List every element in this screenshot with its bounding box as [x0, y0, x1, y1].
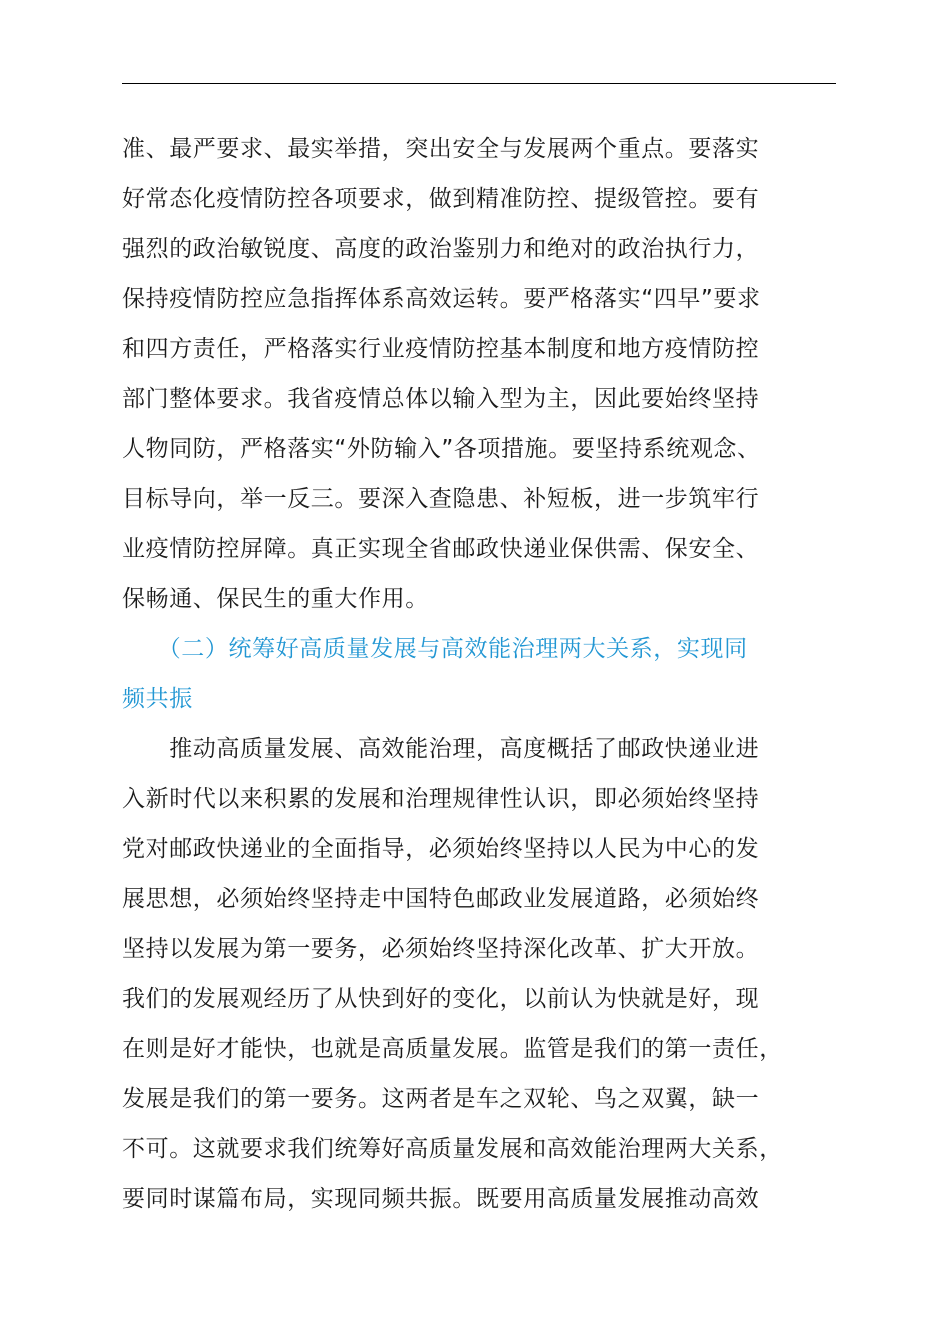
text-line: 部门整体要求。我省疫情总体以输入型为主，因此要始终坚持 [122, 386, 760, 412]
text-line: 要同时谋篇布局，实现同频共振。既要用高质量发展推动高效 [122, 1186, 760, 1212]
text-line: 我们的发展观经历了从快到好的变化，以前认为快就是好，现 [122, 986, 760, 1012]
section-heading [122, 624, 838, 724]
text-line: 人物同防，严格落实“外防输入”各项措施。要坚持系统观念、 [122, 436, 761, 462]
text-line: 推动高质量发展、高效能治理，高度概括了邮政快递业进 [122, 736, 760, 762]
text-line: 发展是我们的第一要务。这两者是车之双轮、鸟之双翼，缺一 [122, 1086, 760, 1112]
text-line: 好常态化疫情防控各项要求，做到精准防控、提级管控。要有 [122, 186, 760, 212]
paragraph-body-1 [122, 124, 838, 624]
text-line: 强烈的政治敏锐度、高度的政治鉴别力和绝对的政治执行力， [122, 236, 760, 262]
text-line: 坚持以发展为第一要务，必须始终坚持深化改革、扩大开放。 [122, 936, 760, 962]
text-line: 业疫情防控屏障。真正实现全省邮政快递业保供需、保安全、 [122, 536, 760, 562]
text-line: 党对邮政快递业的全面指导，必须始终坚持以人民为中心的发 [122, 836, 760, 862]
text-line: 展思想，必须始终坚持走中国特色邮政业发展道路，必须始终 [122, 886, 760, 912]
text-line: 目标导向，举一反三。要深入查隐患、补短板，进一步筑牢行 [122, 486, 760, 512]
text-line: 入新时代以来积累的发展和治理规律性认识，即必须始终坚持 [122, 786, 760, 812]
text-line: 和四方责任，严格落实行业疫情防控基本制度和地方疫情防控 [122, 336, 760, 362]
text-line: 准、最严要求、最实举措，突出安全与发展两个重点。要落实 [122, 136, 760, 162]
text-line: 保持疫情防控应急指挥体系高效运转。要严格落实“四早”要求 [122, 286, 761, 312]
text-line: 不可。这就要求我们统筹好高质量发展和高效能治理两大关系， [122, 1136, 783, 1162]
text-line: 在则是好才能快，也就是高质量发展。监管是我们的第一责任， [122, 1036, 783, 1062]
text-line: 保畅通、保民生的重大作用。 [122, 586, 429, 612]
heading-line: （二）统筹好高质量发展与高效能治理两大关系，实现同 [122, 636, 748, 662]
paragraph-body-2 [122, 724, 838, 1224]
header-rule [122, 83, 836, 84]
heading-line: 频共振 [122, 686, 193, 712]
